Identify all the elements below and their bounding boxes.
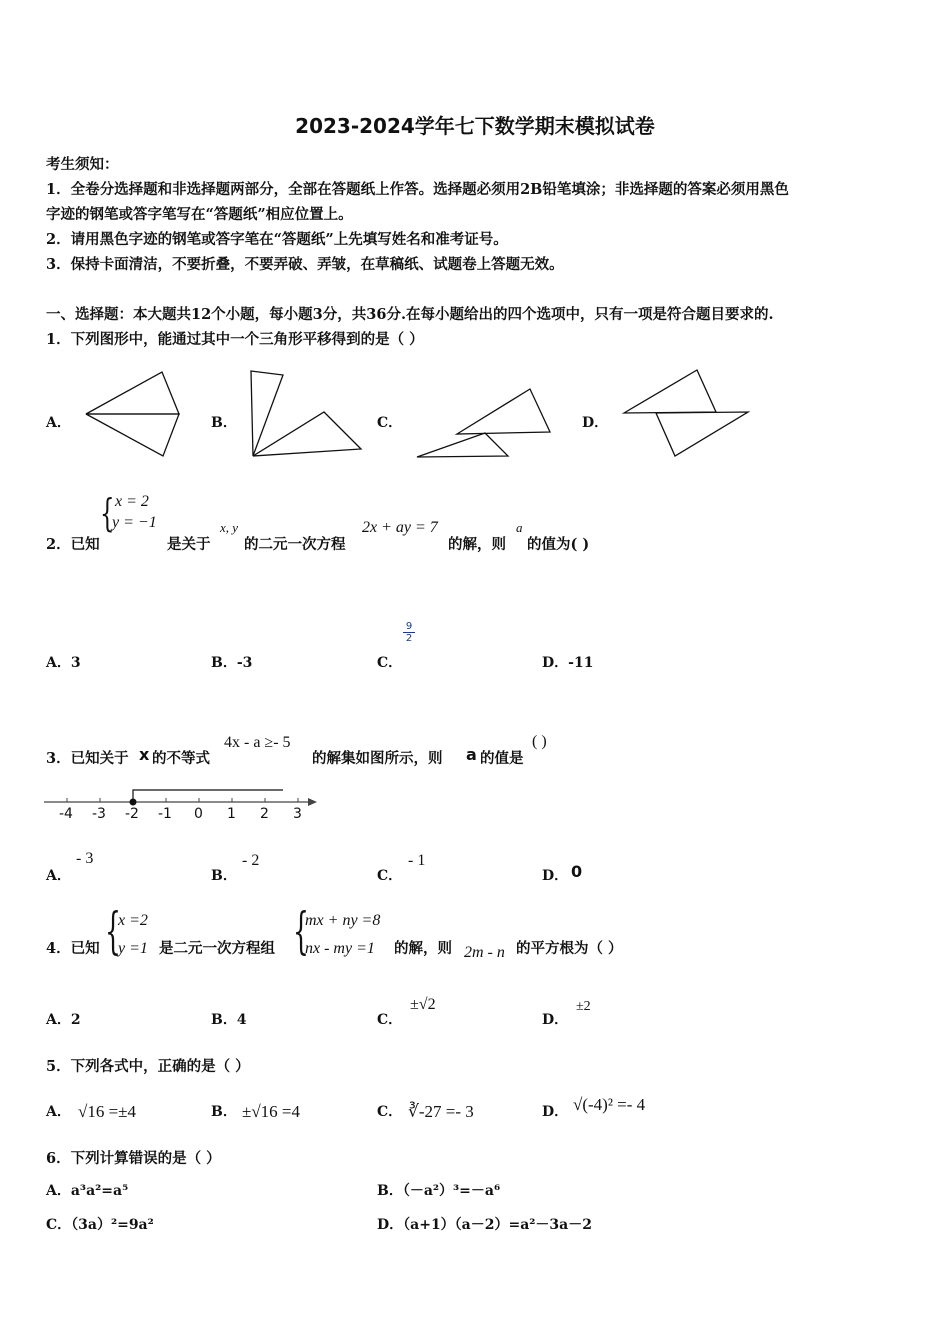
q2-option-b: B．-3 [211,655,253,671]
notice-line-2: 2．请用黑色字迹的钢笔或答字笔在“答题纸”上先填写姓名和准考证号。 [46,231,508,248]
q4-sys2-line-1: mx + ny =8 [305,912,381,929]
q2-brace: { [100,491,115,535]
q4-sys2-line-2: nx - my =1 [305,940,375,957]
q2-option-c: C． [377,655,403,671]
q1-option-c-label: C． [377,415,403,431]
q4-brace-1: { [105,902,121,960]
q3-option-c: C． [377,868,403,884]
q1-figure-b [245,365,370,465]
q4-text-2: 是二元一次方程组 [159,940,275,957]
q2-vars: x, y [220,520,239,535]
q5-option-d-val: √(-4)² =- 4 [573,1095,646,1114]
q3-text-4: 的值是 [480,750,524,767]
q3-option-b: B． [211,868,237,884]
q4-text-3: 的解，则 [394,940,452,957]
q5-stem: 5．下列各式中，正确的是（ ） [46,1058,250,1075]
q2-text-3: 的二元一次方程 [244,536,346,553]
q3-option-d-val: 0 [571,862,583,881]
q3-tick-m1: -1 [158,806,172,822]
q2-sys-line-1: x = 2 [115,493,149,510]
q3-a: a [466,745,477,764]
q2-text-5: 的值为( ) [527,536,590,553]
q3-tick-m2: -2 [125,806,139,822]
q2-frac-num: 9 [405,621,413,632]
q3-tick-3: 3 [293,806,302,822]
q3-option-c-val: - 1 [408,852,426,869]
q3-option-d: D． [542,868,569,884]
q4-option-d-val: ±2 [576,999,591,1014]
q4-brace-2: { [293,902,309,960]
q3-tick-m4: -4 [59,806,73,822]
q2-frac-den: 2 [403,632,415,644]
q3-text-1: 3．已知关于 [46,750,129,767]
q5-option-b: B． [211,1104,237,1120]
q5-option-a-val: √16 =±4 [78,1102,136,1121]
q3-tick-2: 2 [260,806,269,822]
q3-option-a-val: - 3 [76,850,94,867]
notice-line-1b: 字迹的钢笔或答字笔写在“答题纸”相应位置上。 [46,206,353,223]
q3-tick-1: 1 [227,806,236,822]
q2-equation: 2x + ay = 7 [362,519,438,536]
q5-option-c: C． [377,1104,403,1120]
q4-option-c-val: ±√2 [410,996,436,1013]
q3-option-a: A． [46,868,71,884]
q4-option-d: D． [542,1012,569,1028]
q3-x: x [139,745,150,764]
q2-option-c-fraction [403,621,415,644]
notice-line-3: 3．保持卡面清洁，不要折叠，不要弄破、弄皱，在草稿纸、试题卷上答题无效。 [46,256,564,273]
q3-inequality: 4x - a ≥- 5 [224,734,291,751]
q3-tick-0: 0 [194,806,203,822]
q4-sys1-line-1: x =2 [118,912,148,929]
q3-text-2: 的不等式 [152,750,210,767]
q6-option-d: D．（a+1）（a－2）=a²－3a－2 [377,1217,592,1233]
q2-option-d: D．-11 [542,655,594,671]
q1-option-b-label: B． [211,415,237,431]
q2-text-4: 的解，则 [448,536,506,553]
q2-a: a [516,520,523,535]
q4-text-1: 4．已知 [46,940,100,957]
q3-text-3: 的解集如图所示，则 [312,750,443,767]
q1-stem: 1．下列图形中，能通过其中一个三角形平移得到的是（ ） [46,331,424,348]
q6-stem: 6．下列计算错误的是（ ） [46,1150,221,1167]
q5-option-b-val: ±√16 =4 [242,1102,300,1121]
q1-figure-d [615,365,760,465]
q4-option-a: A．2 [46,1012,81,1028]
q1-option-a-label: A． [46,415,71,431]
page-title: 2023-2024学年七下数学期末模拟试卷 [295,114,655,138]
q2-text-2: 是关于 [167,536,211,553]
q4-text-4: 的平方根为（ ） [516,940,623,957]
q3-paren: ( ) [532,733,547,750]
q6-option-c: C．（3a）²=9a² [46,1217,154,1233]
q6-option-b: B．（－a²）³=－a⁶ [377,1183,501,1199]
q3-number-line [44,785,324,825]
q3-tick-m3: -3 [92,806,106,822]
q4-sys1-line-2: y =1 [118,940,148,957]
q5-option-a: A． [46,1104,71,1120]
notice-line-1a: 1．全卷分选择题和非选择题两部分，全部在答题纸上作答。选择题必须用2B铅笔填涂；非选择题的答案必须用黑色 [46,181,789,198]
section-heading: 一、选择题：本大题共12个小题，每小题3分，共36分.在每小题给出的四个选项中，只有一项是符合题目要求的. [46,306,774,323]
q1-figure-a [80,365,190,465]
q2-option-a: A．3 [46,655,81,671]
q1-figure-c [410,380,560,470]
notice-heading: 考生须知： [46,156,119,173]
q2-sys-line-2: y = −1 [112,514,157,531]
q1-option-d-label: D． [582,415,609,431]
q3-option-b-val: - 2 [242,852,260,869]
q4-option-b: B．4 [211,1012,247,1028]
q5-option-c-val: ∛-27 =- 3 [408,1102,474,1121]
q4-option-c: C． [377,1012,403,1028]
q6-option-a: A．a³a²=a⁵ [46,1183,129,1199]
q2-text-1: 2．已知 [46,536,100,553]
q4-expr: 2m - n [464,944,505,961]
q5-option-d: D． [542,1104,569,1120]
